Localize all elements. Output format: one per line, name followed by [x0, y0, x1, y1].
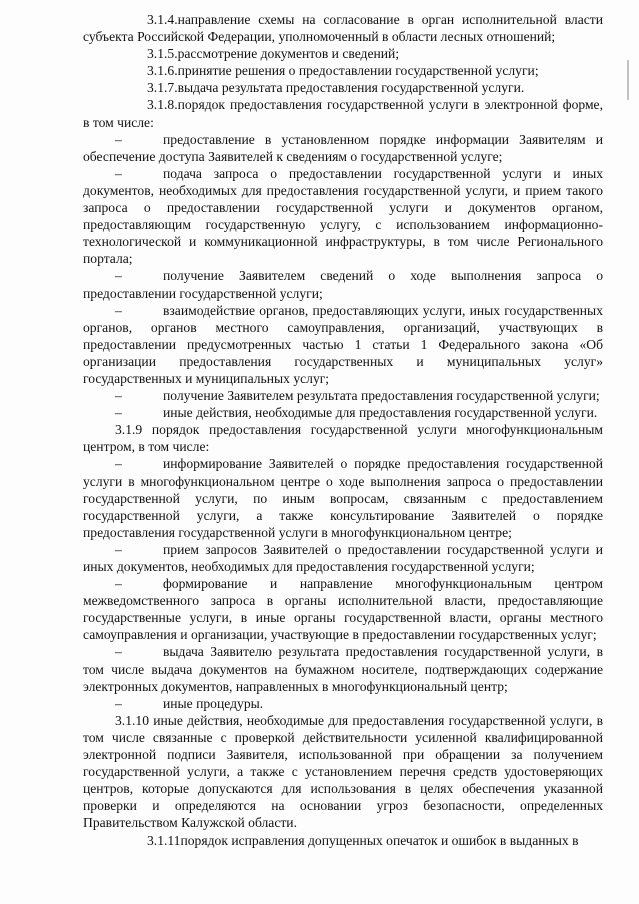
paragraph: [83, 832, 603, 849]
paragraph-text: 3.1.10 иные действия, необходимые для предоставления государственной услуги, в том числе связанные с проверкой действительности усиленной квалифицированной электронной подписи Заявителя, использованной при обращении за получением государственной услуги, а также с установлением перечня средств удостоверяющих центров, которые допускаются для использования в целях обеспечения указанной проверки и определяются на основании угроз безопасности, определенных Правительством Калужской области.: [83, 712, 603, 831]
paragraph: [83, 96, 603, 130]
paragraph: [83, 165, 603, 268]
clause-number: 3.1.4.: [147, 12, 178, 27]
list-dash: –: [115, 644, 122, 660]
list-dash: –: [115, 268, 122, 284]
paragraph: [83, 62, 603, 79]
paragraph: [83, 387, 603, 404]
paragraph-text: порядок исправления допущенных опечаток и ошибок в выданных в: [180, 832, 579, 848]
list-dash: –: [115, 388, 122, 404]
paragraph: [83, 302, 603, 387]
paragraph: [83, 541, 603, 575]
paragraph: [83, 45, 603, 62]
paragraph-text: получение Заявителем сведений о ходе выполнения запроса о предоставлении государственной услуги;: [83, 268, 603, 301]
paragraph-text: прием запросов Заявителей о предоставлении государственной услуги и иных документов, необходимых для предоставления государственной услуги;: [83, 541, 603, 574]
paragraph-text: взаимодействие органов, предоставляющих услуги, иных государственных органов, органов местного самоуправления, организаций, участвующих в предоставлении предусмотренных частью 1 статьи 1 Федерального закона «Об организации предоставления государственных и муниципальных услуг» государственных и муниципальных услуг;: [83, 302, 603, 386]
list-dash: –: [115, 165, 122, 181]
list-dash: –: [115, 302, 122, 318]
paragraph-text: выдача Заявителю результата предоставления государственной услуги, в том числе выдача документов на бумажном носителе, подтверждающих содержание электронных документов, направленных в многофункциональный центр;: [83, 644, 603, 694]
paragraph-text: выдача результата предоставления государственной услуги.: [177, 80, 525, 96]
paragraph-text: порядок предоставления государственной услуги в электронной форме, в том числе:: [83, 97, 603, 130]
clause-number: 3.1.8.: [147, 97, 178, 113]
paragraph-text: рассмотрение документов и сведений;: [177, 46, 400, 62]
paragraph-text: направление схемы на согласование в орган исполнительной власти субъекта Российской Федерации, уполномоченный в области лесных отношений;: [83, 12, 603, 45]
paragraph: [83, 131, 603, 165]
list-dash: –: [115, 456, 122, 472]
list-dash: –: [115, 541, 122, 557]
paragraph-text: получение Заявителем результата предоставления государственной услуги;: [163, 388, 600, 404]
paragraph-text: информирование Заявителей о порядке предоставления государственной услуги в многофункциональном центре о ходе выполнения запроса о предоставлении государственной услуги, по иным вопросам, связанным с предоставлением государственной услуги, а также консультирование Заявителей о порядке предоставления государственной услуги в многофункциональном центре;: [83, 456, 603, 540]
list-dash: –: [115, 131, 122, 147]
scan-edge-mark: [627, 60, 629, 100]
clause-number: 3.1.6.: [147, 63, 178, 79]
paragraph-text: иные процедуры.: [163, 695, 264, 711]
paragraph: [83, 695, 603, 712]
paragraph: [83, 404, 603, 421]
paragraph: [83, 267, 603, 301]
paragraph: [83, 421, 603, 455]
paragraph-text: принятие решения о предоставлении государственной услуги;: [177, 63, 539, 79]
paragraph-text: предоставление в установленном порядке информации Заявителям и обеспечение доступа Заявителей к сведениям о государственной услуге;: [83, 131, 603, 164]
paragraph-text: иные действия, необходимые для предоставления государственной услуги.: [163, 405, 598, 421]
paragraph: [83, 79, 603, 96]
paragraph-text: подача запроса о предоставлении государственной услуги и иных документов, необходимых для предоставления государственной услуги, и прием такого запроса о предоставлении государственной услуги и документов органом, предоставляющим государственную услугу, с использованием информационно-технологической и коммуникационной инфраструктуры, в том числе Регионального портала;: [83, 165, 603, 267]
clause-number: 3.1.11: [147, 832, 181, 848]
clause-number: 3.1.7.: [147, 80, 178, 96]
paragraph: [83, 643, 603, 694]
clause-number: 3.1.5.: [147, 46, 178, 62]
paragraph: [83, 455, 603, 540]
list-dash: –: [115, 576, 122, 592]
document-body: [83, 11, 603, 849]
paragraph: [83, 712, 603, 832]
list-dash: –: [115, 405, 122, 421]
paragraph: [83, 11, 603, 45]
paragraph: [83, 575, 603, 643]
list-dash: –: [115, 695, 122, 711]
paragraph-text: 3.1.9 порядок предоставления государственной услуги многофункциональным центром, в том числе:: [83, 422, 603, 455]
paragraph-text: формирование и направление многофункциональным центром межведомственного запроса в органы исполнительной власти, предоставляющие государственные услуги, в иные органы государственной власти, органы местного самоуправления и организации, участвующие в предоставлении государственных услуг;: [83, 576, 603, 643]
